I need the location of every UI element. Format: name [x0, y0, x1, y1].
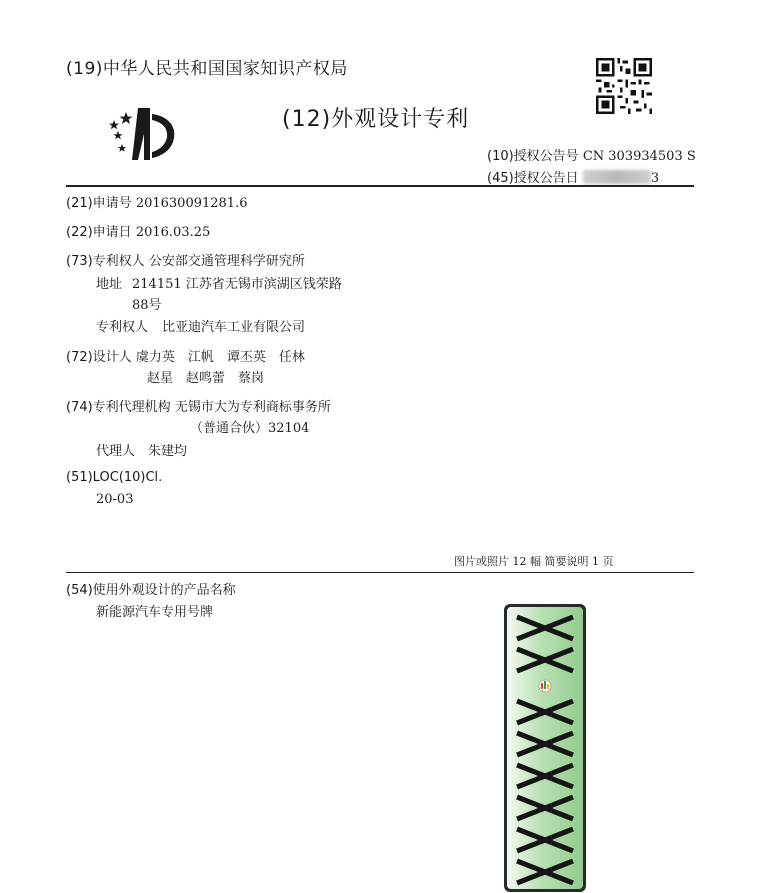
qr-code — [596, 58, 652, 114]
grant-number-row — [487, 145, 696, 164]
designer-label: (72)设计人 — [66, 350, 132, 365]
product-divider — [66, 572, 694, 573]
product-name-label: (54)使用外观设计的产品名称 — [66, 583, 236, 598]
designers-line-2: 赵星 赵鸣蕾 蔡岗 — [147, 371, 265, 386]
loc-row — [66, 470, 162, 485]
plate-emblem-icon — [539, 680, 551, 692]
application-number-label: (21)申请号 — [66, 196, 132, 211]
grant-number-label: (10)授权公告号 — [487, 149, 579, 164]
patentee-1: 公安部交通管理科学研究所 — [148, 254, 305, 269]
grant-date-tail: 3 — [650, 171, 660, 186]
agent-label: 代理人 — [96, 444, 136, 459]
license-plate-drawing — [503, 603, 587, 893]
application-date-label: (22)申请日 — [66, 225, 132, 240]
agent-name: 朱建均 — [148, 444, 188, 459]
address-label: 地址 — [96, 277, 123, 292]
application-number-row — [66, 192, 247, 211]
product-name: 新能源汽车专用号牌 — [96, 605, 214, 620]
application-date-row — [66, 221, 210, 240]
patent-office-emblem — [104, 104, 184, 164]
loc-value: 20-03 — [96, 492, 134, 507]
agency-line-1: 无锡市大为专利商标事务所 — [174, 400, 331, 415]
document-type-title: (12)外观设计专利 — [282, 107, 470, 132]
loc-label: (51)LOC(10)Cl. — [66, 470, 163, 485]
agency-line-2: （普通合伙）32104 — [190, 421, 310, 436]
application-number: 201630091281.6 — [135, 196, 248, 211]
header-divider — [66, 185, 694, 187]
patentee-2: 比亚迪汽车工业有限公司 — [162, 320, 306, 335]
application-date: 2016.03.25 — [135, 225, 211, 240]
product-name-row — [66, 579, 236, 598]
grant-date-label: (45)授权公告日 — [487, 171, 579, 186]
agency-row — [66, 396, 331, 415]
sheet-count-note: 图片或照片 12 幅 简要说明 1 页 — [454, 555, 614, 568]
patentee-row — [66, 250, 305, 269]
redacted-grant-date — [583, 170, 651, 184]
grant-number-value: CN 303934503 S — [582, 149, 696, 164]
designers-line-1: 虞力英 江帆 谭丕英 任林 — [135, 350, 305, 365]
patentee-label: (73)专利权人 — [66, 254, 145, 269]
grant-date-row — [487, 167, 659, 186]
address-line-2: 88号 — [132, 298, 162, 313]
agency-label: (74)专利代理机构 — [66, 400, 171, 415]
designer-row — [66, 346, 305, 365]
patentee-label-2: 专利权人 — [96, 320, 149, 335]
address-line-1: 214151 江苏省无锡市滨湖区钱荣路 — [132, 277, 342, 292]
issuing-office: (19)中华人民共和国国家知识产权局 — [66, 59, 348, 79]
